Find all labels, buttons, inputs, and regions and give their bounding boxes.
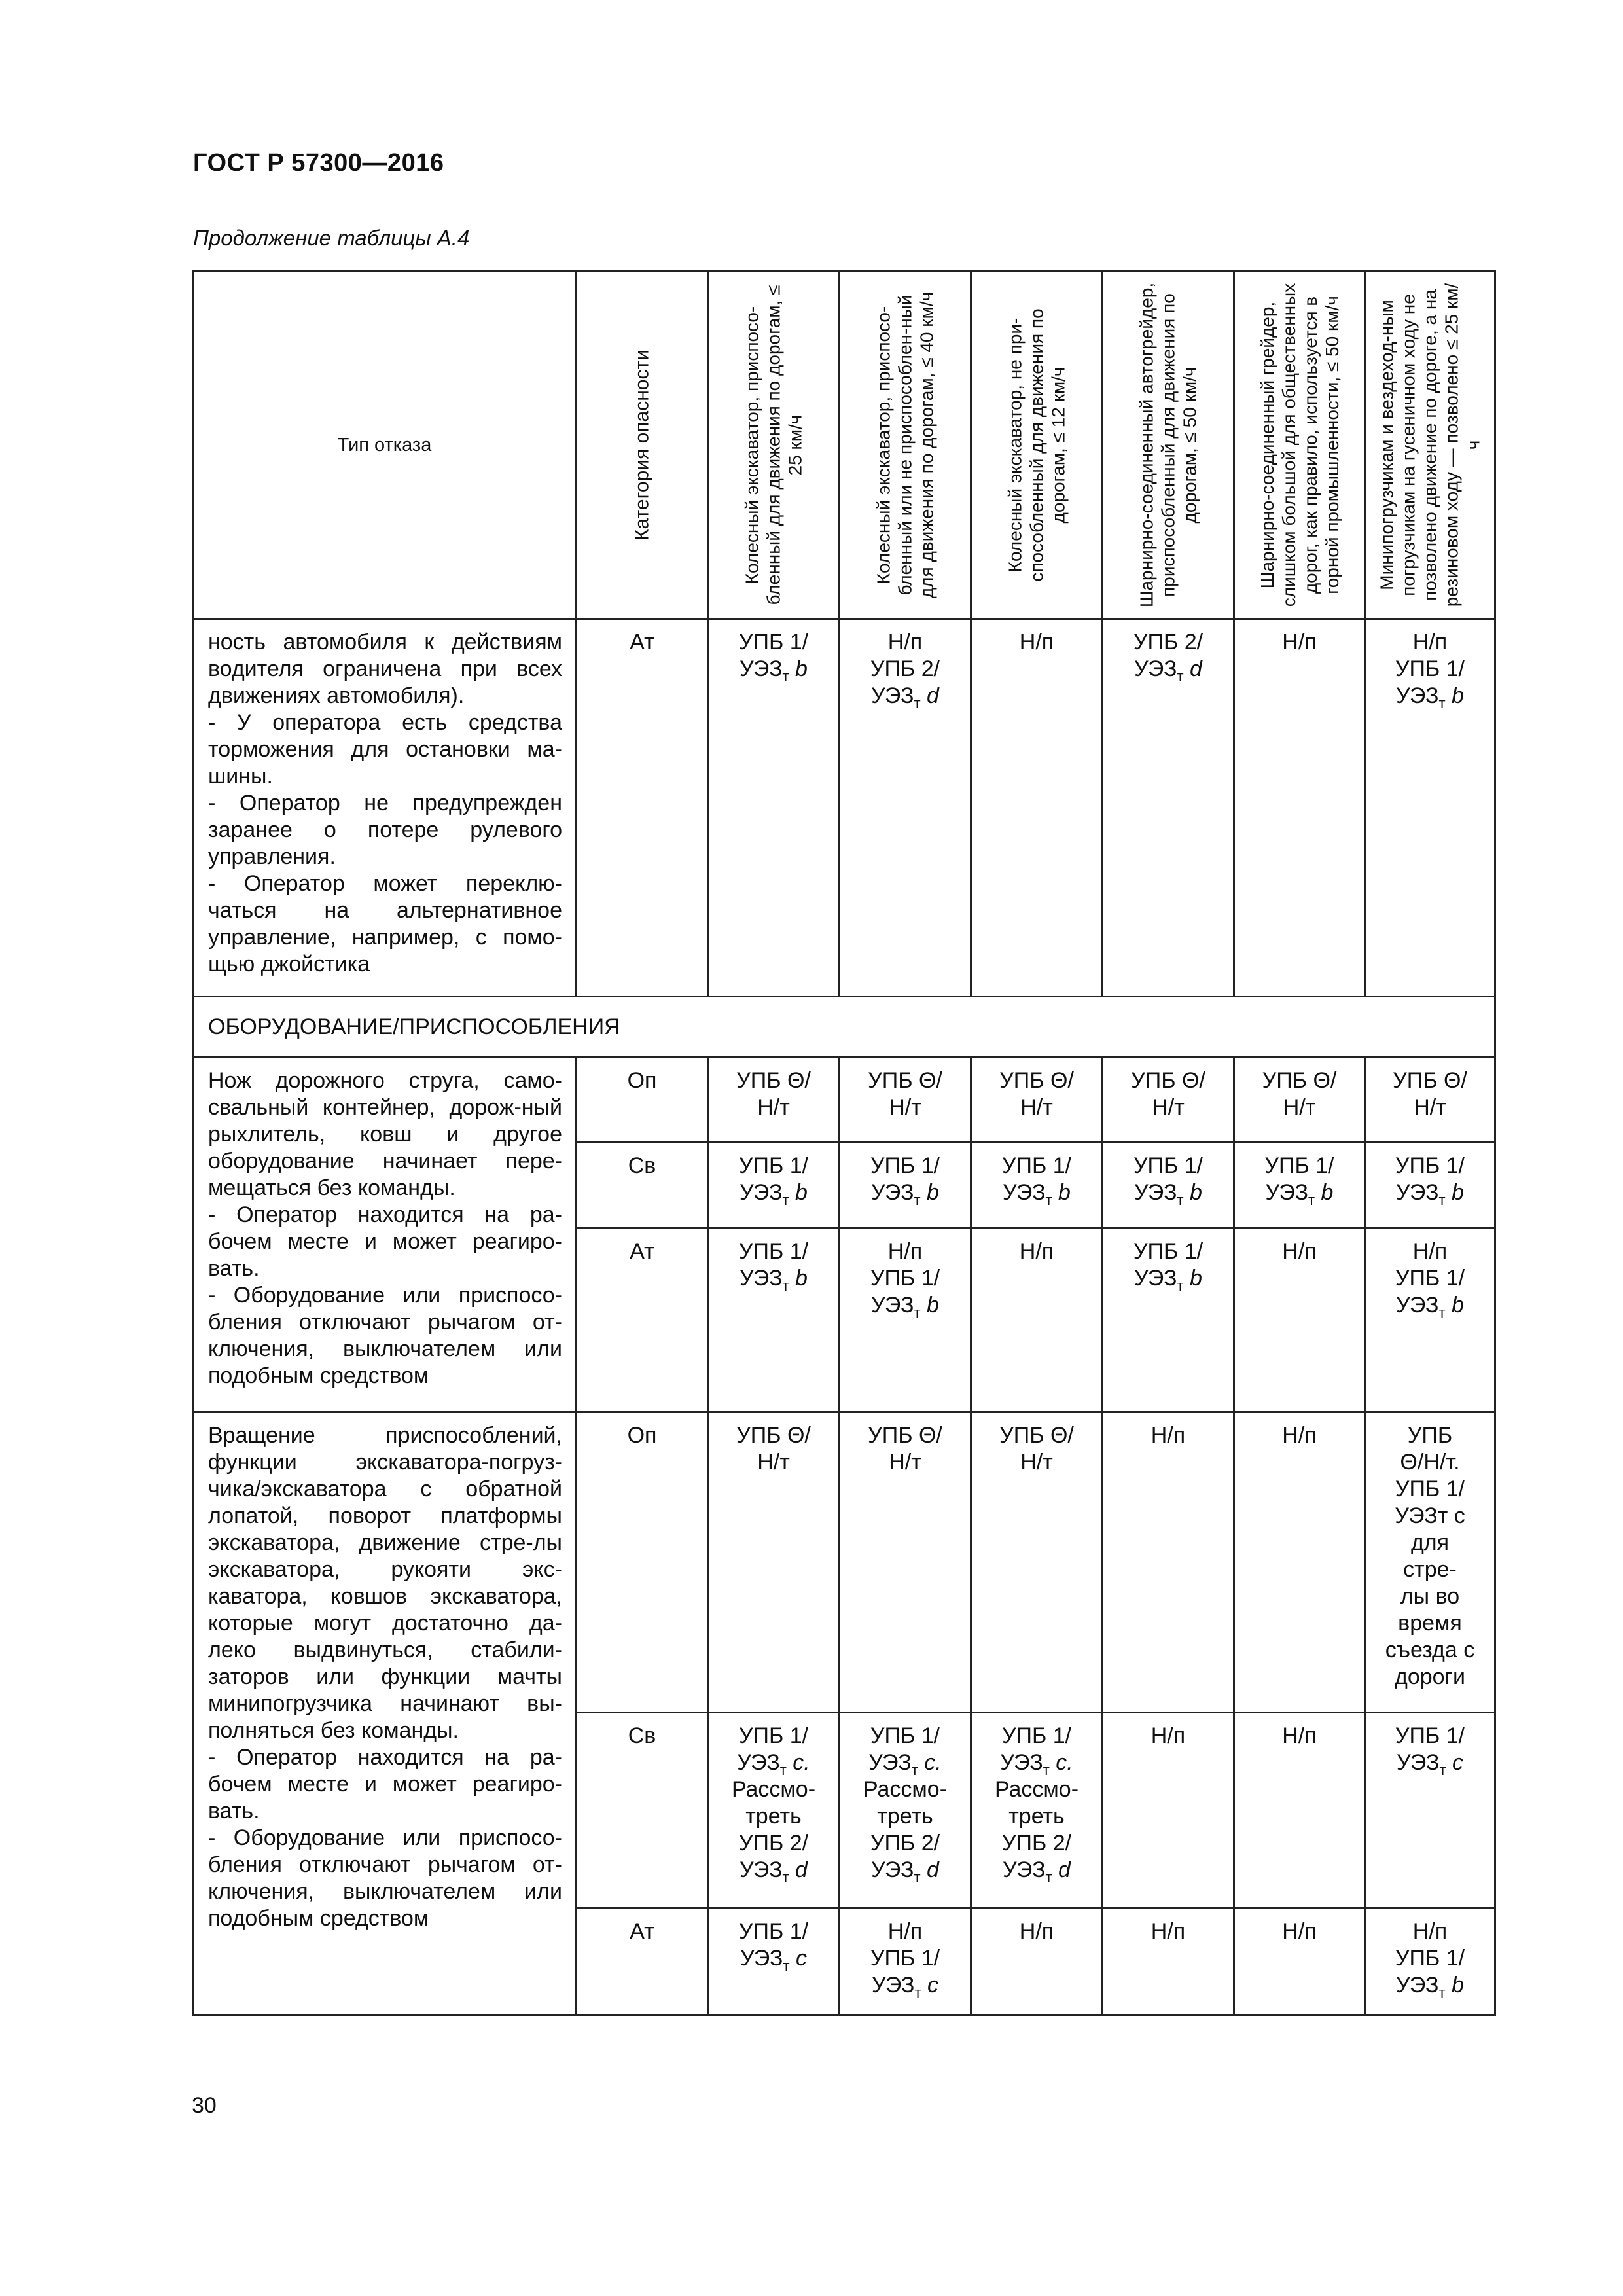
table-row — [193, 1412, 1495, 1712]
value-cell: УПБ 1/ $УЭЗ_т$ b — [840, 1143, 971, 1228]
col-header-machine-4: Шарнирно-соединенный автогрейдер, приспособленный для движения по дорогам, ≤ 50 км/ч — [1103, 272, 1234, 619]
value-cell: Н/п — [1103, 1712, 1234, 1908]
value-cell: Н/п УПБ 1/ $УЭЗ_т$ b — [1365, 1228, 1495, 1412]
value-cell: УПБ 1/ $УЭЗ_т$ b — [708, 619, 840, 997]
section-title: ОБОРУДОВАНИЕ/ПРИСПОСОБЛЕНИЯ — [193, 996, 1495, 1057]
category-cell: Св — [577, 1143, 708, 1228]
value-cell: УПБ 1/ $УЭЗ_т$ b — [1234, 1143, 1365, 1228]
value-cell: Н/п УПБ 1/ $УЭЗ_т$ c — [840, 1908, 971, 2015]
value-cell: Н/п — [1103, 1412, 1234, 1712]
value-cell: УПБ Θ/ Н/т — [971, 1058, 1103, 1143]
value-cell: УПБ Θ/Н/т. УПБ 1/ УЭЗт c для стре- лы во время съезда с дороги — [1365, 1412, 1495, 1712]
section-row — [193, 996, 1495, 1057]
col-header-machine-6: Минипогрузчикам и вездеход-ным погрузчикам на гусеничном ходу не позволено движение по дороге, а на резиновом ходу — позволено ≤ 25 км/ч — [1365, 272, 1495, 619]
category-cell: Оп — [577, 1058, 708, 1143]
col-header-fault-type: Тип отказа — [193, 272, 577, 619]
value-cell: УПБ 1/ $УЭЗ_т$ b — [708, 1228, 840, 1412]
value-cell: УПБ 1/ $УЭЗ_т$ b — [1103, 1143, 1234, 1228]
value-cell: Н/п УПБ 1/ $УЭЗ_т$ b — [840, 1228, 971, 1412]
value-cell: Н/п — [971, 619, 1103, 997]
value-cell: УПБ 1/ $УЭЗ_т$ c. Рассмо- треть УПБ 2/ $УЭЗ_т$ d — [840, 1712, 971, 1908]
fault-description: ность автомобиля к действиям водителя ограничена при всех движениях автомобиля). - У оператора есть средства торможения для остановки ма-шины. - Оператор не предупрежден заранее о потере рулевого управления. - Оператор может переклю-чаться на альтернативное управление, например, с помо-щью джойстика — [193, 619, 577, 997]
category-cell: Ат — [577, 619, 708, 997]
table-row — [193, 1058, 1495, 1143]
category-cell: Ат — [577, 1228, 708, 1412]
value-cell: УПБ Θ/ Н/т — [840, 1058, 971, 1143]
value-cell: Н/п — [1234, 619, 1365, 997]
value-cell: Н/п — [1234, 1712, 1365, 1908]
value-cell: УПБ 1/ $УЭЗ_т$ c. Рассмо- треть УПБ 2/ $УЭЗ_т$ d — [971, 1712, 1103, 1908]
value-cell: Н/п — [1103, 1908, 1234, 2015]
value-cell: УПБ 2/ $УЭЗ_т$ d — [1103, 619, 1234, 997]
category-cell: Ат — [577, 1908, 708, 2015]
value-cell: УПБ Θ/ Н/т — [708, 1412, 840, 1712]
col-header-machine-1: Колесный экскаватор, приспосо-бленный для движения по дорогам, ≤ 25 км/ч — [708, 272, 840, 619]
value-cell: УПБ Θ/ Н/т — [1103, 1058, 1234, 1143]
value-cell: УПБ 1/ $УЭЗ_т$ b — [1103, 1228, 1234, 1412]
value-cell: Н/п УПБ 1/ $УЭЗ_т$ b — [1365, 619, 1495, 997]
value-cell: Н/п — [1234, 1228, 1365, 1412]
col-header-machine-3: Колесный экскаватор, не при-способленный для движения по дорогам, ≤ 12 км/ч — [971, 272, 1103, 619]
value-cell: Н/п УПБ 1/ $УЭЗ_т$ b — [1365, 1908, 1495, 2015]
value-cell: Н/п — [1234, 1908, 1365, 2015]
category-cell: Оп — [577, 1412, 708, 1712]
value-cell: Н/п — [971, 1908, 1103, 2015]
value-cell: УПБ Θ/ Н/т — [1365, 1058, 1495, 1143]
table-a4 — [192, 270, 1496, 2016]
value-cell: Н/п — [971, 1228, 1103, 1412]
fault-description: Вращение приспособлений, функции экскаватора-погруз-чика/экскаватора с обратной лопатой, поворот платформы экскаватора, движение стре-лы экскаватора, рукояти экс-каватора, ковшов экскаватора, которые могут достаточно да-леко выдвинуться, стабили-заторов или функции мачты минипогрузчика начинают вы-полняться без команды. - Оператор находится на ра-бочем месте и может реагиро-вать. - Оборудование или приспосо-бления отключают рычагом от-ключения, выключателем или подобным средством — [193, 1412, 577, 2015]
category-cell: Св — [577, 1712, 708, 1908]
fault-description: Нож дорожного струга, само-свальный контейнер, дорож-ный рыхлитель, ковш и другое оборудование начинает пере-мещаться без команды. - Оператор находится на ра-бочем месте и может реагиро-вать. - Оборудование или приспосо-бления отключают рычагом от-ключения, выключателем или подобным средством — [193, 1058, 577, 1412]
header-row — [193, 272, 1495, 619]
value-cell: УПБ Θ/ Н/т — [840, 1412, 971, 1712]
table-row — [193, 619, 1495, 997]
value-cell: УПБ Θ/ Н/т — [708, 1058, 840, 1143]
value-cell: Н/п УПБ 2/ $УЭЗ_т$ d — [840, 619, 971, 997]
col-header-category: Категория опасности — [577, 272, 708, 619]
col-header-machine-5: Шарнирно-соединенный грейдер, слишком большой для общественных дорог, как правило, используется в горной промышленности, ≤ 50 км/ч — [1234, 272, 1365, 619]
value-cell: УПБ 1/ $УЭЗ_т$ b — [1365, 1143, 1495, 1228]
value-cell: УПБ 1/ $УЭЗ_т$ b — [971, 1143, 1103, 1228]
value-cell: УПБ 1/ $УЭЗ_т$ c — [1365, 1712, 1495, 1908]
standard-title: ГОСТ Р 57300—2016 — [193, 149, 444, 177]
value-cell: УПБ 1/ $УЭЗ_т$ b — [708, 1143, 840, 1228]
value-cell: Н/п — [1234, 1412, 1365, 1712]
value-cell: УПБ 1/ $УЭЗ_т$ c — [708, 1908, 840, 2015]
value-cell: УПБ Θ/ Н/т — [971, 1412, 1103, 1712]
value-cell: УПБ Θ/ Н/т — [1234, 1058, 1365, 1143]
col-header-machine-2: Колесный экскаватор, приспосо-бленный или не приспособлен-ный для движения по дорогам, ≤ 40 км/ч — [840, 272, 971, 619]
table-caption: Продолжение таблицы А.4 — [193, 226, 470, 250]
value-cell: УПБ 1/ $УЭЗ_т$ c. Рассмо- треть УПБ 2/ $УЭЗ_т$ d — [708, 1712, 840, 1908]
page-number: 30 — [192, 2093, 217, 2118]
